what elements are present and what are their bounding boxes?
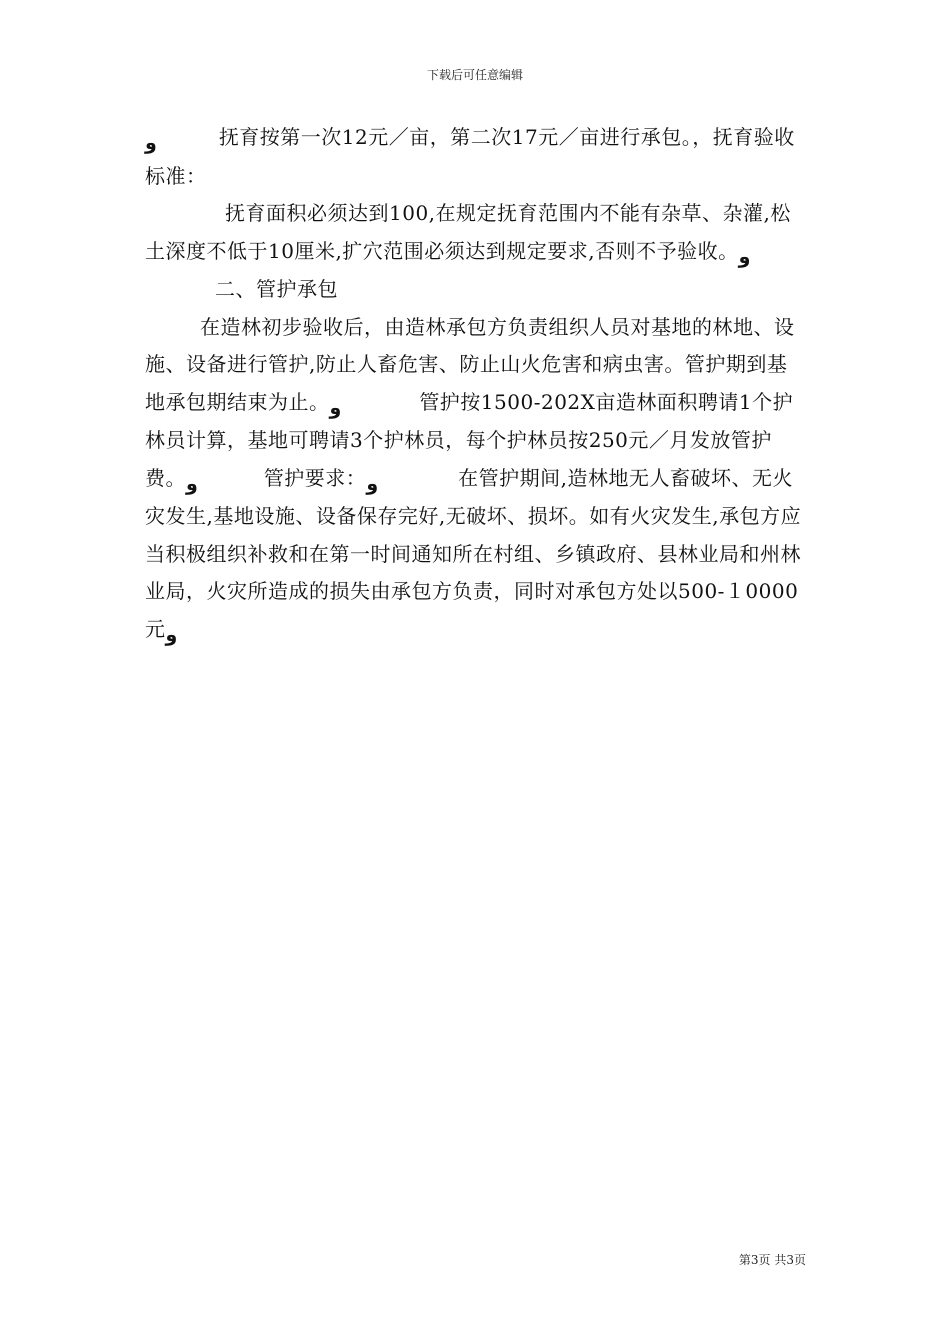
page-header: 下载后可任意编辑 bbox=[426, 68, 523, 82]
paragraph-nurture-pricing bbox=[145, 119, 807, 195]
paragraph-mark: ﻭ bbox=[145, 132, 157, 154]
paragraph-text: 在管护期间,造林地无人畜破坏、无火灾发生,基地设施、设备保存完好,无破坏、损坏。如有火灾发生,承包方应当积极组织补救和在第一时间通知所在村组、乡镇政府、县林业局和州林业局，火灾所造成的损失由承包方负责，同时对承包方处以500-１0000元 bbox=[145, 465, 802, 641]
paragraph-mark: ﻭ bbox=[366, 472, 379, 495]
section-heading-management: 二、管护承包 bbox=[215, 277, 338, 301]
paragraph-text: 管护要求： bbox=[263, 465, 367, 490]
document-body bbox=[145, 119, 807, 649]
paragraph-nurture-standard bbox=[145, 195, 807, 309]
paragraph-text: 抚育面积必须达到100,在规定抚育范围内不能有杂草、杂灌,松土深度不低于10厘米,扩穴范围必须达到规定要求,否则不予验收。 bbox=[145, 201, 791, 263]
paragraph-text: 管护按1500-202X亩造林面积聘请1个护林员计算，基地可聘请3个护林员，每个护林员按250元／月发放管护费。 bbox=[145, 389, 794, 490]
paragraph-mark: ﻭ bbox=[186, 472, 198, 495]
paragraph-text: 在造林初步验收后，由造林承包方负责组织人员对基地的林地、设施、设备进行管护,防止人畜危害、防止山火危害和病虫害。管护期到基地承包期结束为止。 bbox=[145, 314, 795, 414]
paragraph-mark: ﻭ bbox=[329, 396, 342, 419]
paragraph-text: 抚育按第一次12元／亩，第二次17元／亩进行承包。，抚育验收标准： bbox=[145, 125, 795, 188]
paragraph-management bbox=[145, 309, 807, 650]
paragraph-mark: ﻭ bbox=[165, 623, 178, 646]
page-footer: 第3页 共3页 bbox=[738, 1253, 806, 1267]
paragraph-mark: ﻭ bbox=[738, 245, 751, 268]
